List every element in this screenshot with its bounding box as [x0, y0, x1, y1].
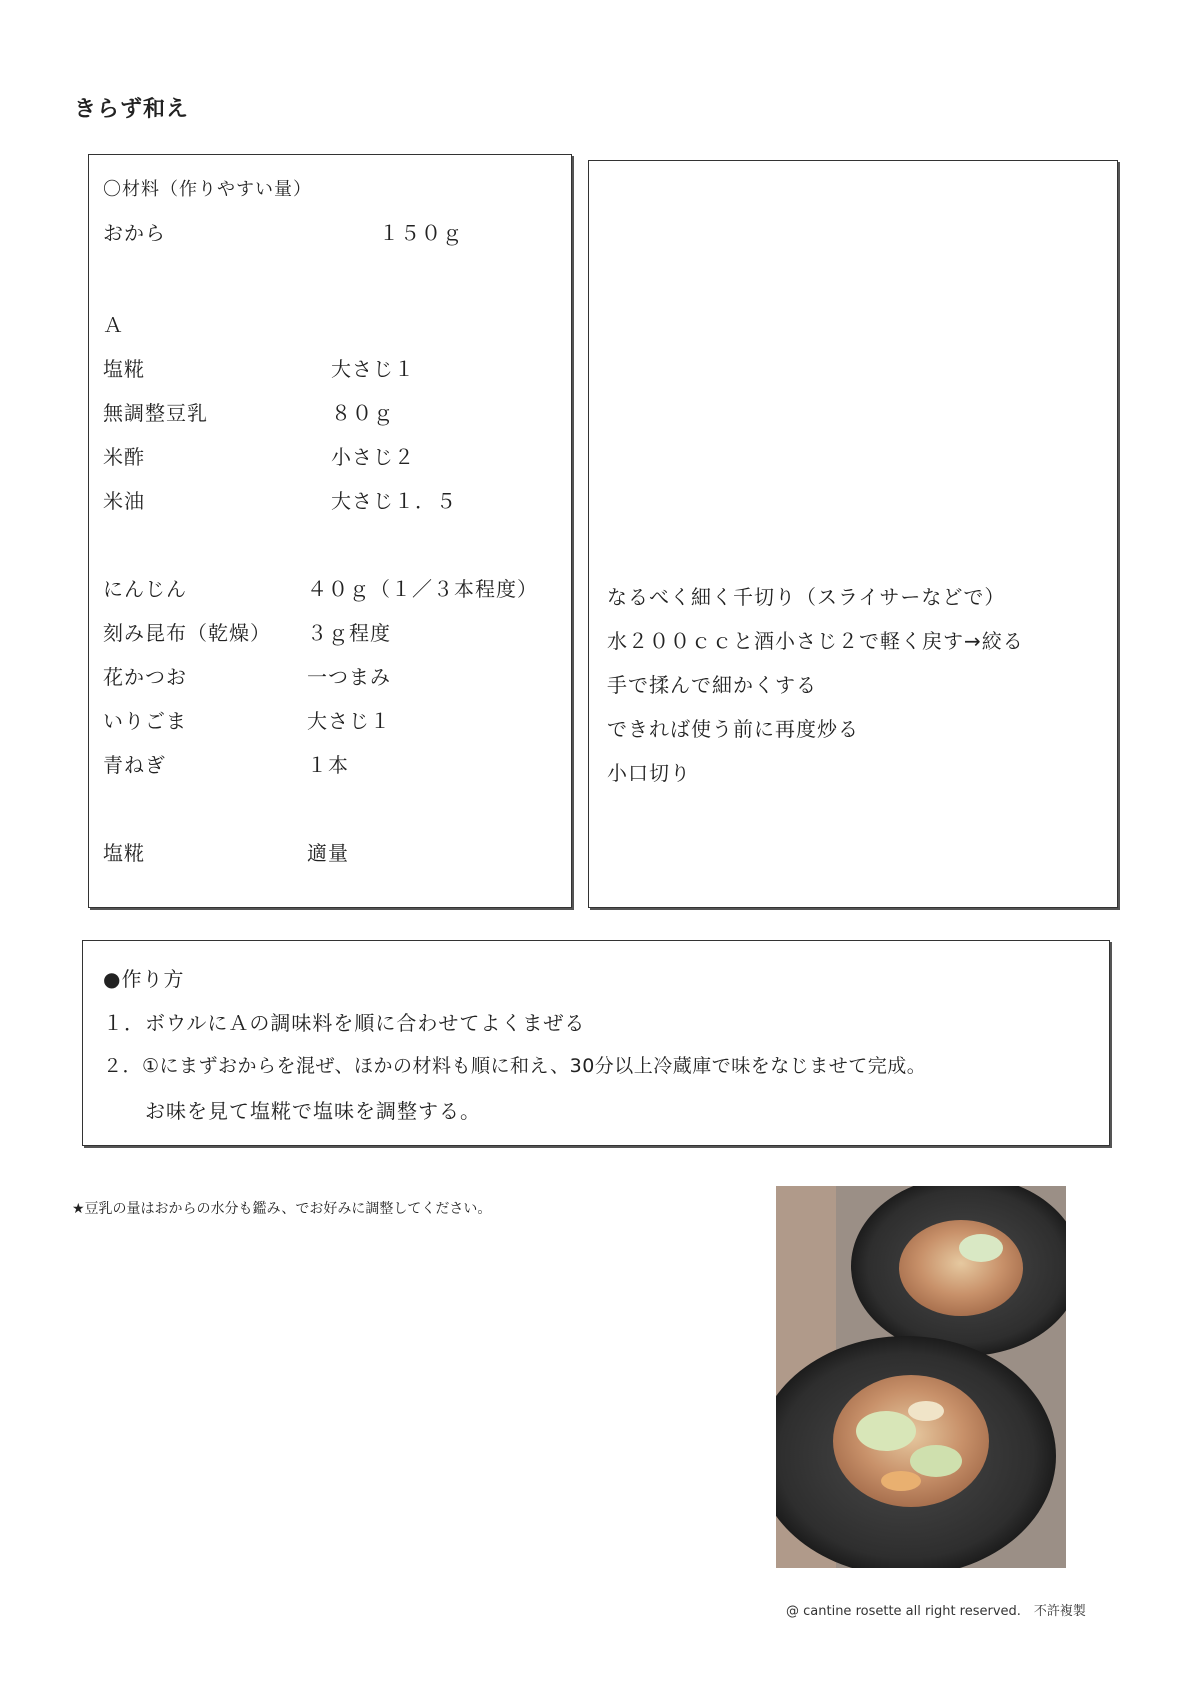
method-step-continuation: お味を見て塩糀で塩味を調整する。 [145, 1099, 481, 1123]
ingredient-amount: １本 [307, 753, 349, 777]
ingredient-name: 塩糀 [103, 357, 145, 381]
ingredient-name: おから [103, 221, 166, 245]
ingredient-amount: 適量 [307, 841, 349, 865]
method-header: ●作り方 [103, 967, 185, 991]
dish-photo-illustration [776, 1186, 1066, 1568]
ingredient-amount: 一つまみ [307, 665, 391, 689]
ingredient-amount: 大さじ１ [331, 357, 415, 381]
page-title: きらず和え [74, 97, 190, 122]
ingredient-group-label: Ａ [103, 313, 124, 337]
ingredient-name: 米酢 [103, 445, 145, 469]
prep-notes-box [588, 160, 1118, 908]
ingredient-amount: ８０ｇ [331, 401, 394, 425]
prep-note: 水２００ｃｃと酒小さじ２で軽く戻す→絞る [607, 629, 1024, 653]
ingredients-box [88, 154, 572, 908]
ingredient-amount: ３ｇ程度 [307, 621, 391, 645]
ingredients-header: 〇材料（作りやすい量） [103, 179, 312, 200]
ingredient-name: 塩糀 [103, 841, 145, 865]
ingredient-name: 青ねぎ [103, 753, 166, 777]
ingredient-name: にんじん [103, 577, 187, 601]
ingredient-name: 刻み昆布（乾燥） [103, 621, 271, 645]
ingredient-name: 花かつお [103, 665, 187, 689]
dish-photo [776, 1186, 1066, 1568]
copyright-notice: @ cantine rosette all right reserved. 不許複製 [786, 1604, 1086, 1619]
ingredient-name: 米油 [103, 489, 145, 513]
ingredient-amount: 小さじ２ [331, 445, 415, 469]
method-step: ２．①にまずおからを混ぜ、ほかの材料も順に和え、30分以上冷蔵庫で味をなじませて完成。 [103, 1055, 927, 1077]
ingredient-amount: 大さじ１．５ [331, 489, 457, 513]
prep-note: 手で揉んで細かくする [607, 673, 817, 697]
prep-note: 小口切り [607, 761, 691, 785]
ingredient-name: いりごま [103, 709, 187, 733]
ingredient-amount: １５０ｇ [379, 221, 463, 245]
method-step: １．ボウルにＡの調味料を順に合わせてよくまぜる [103, 1011, 586, 1035]
footnote: ★豆乳の量はおからの水分も鑑み、でお好みに調整してください。 [72, 1201, 492, 1217]
prep-note: できれば使う前に再度炒る [607, 717, 859, 741]
ingredient-amount: 大さじ１ [307, 709, 391, 733]
ingredient-name: 無調整豆乳 [103, 401, 208, 425]
ingredient-amount: ４０ｇ（１／３本程度） [307, 577, 538, 601]
method-box [82, 940, 1110, 1146]
prep-note: なるべく細く千切り（スライサーなどで） [607, 585, 1006, 609]
